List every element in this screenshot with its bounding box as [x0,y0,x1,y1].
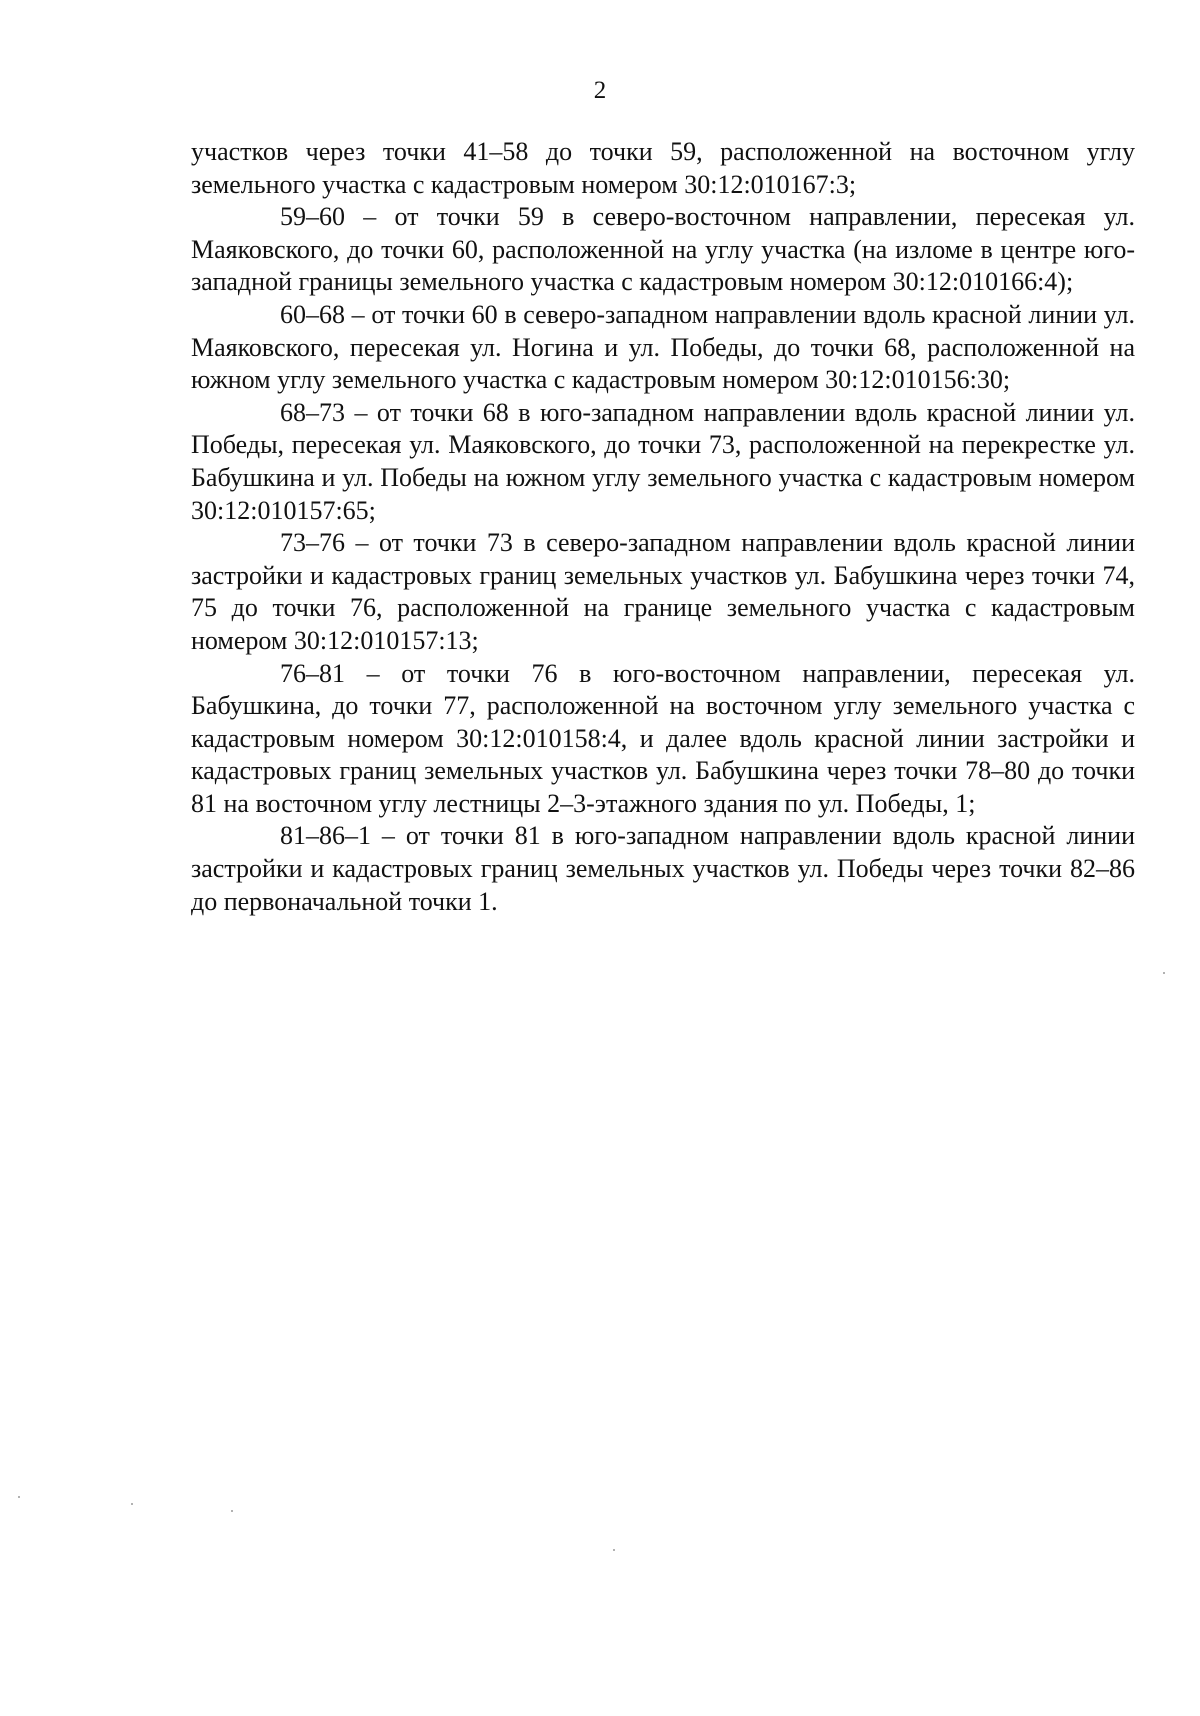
scan-speck [131,1503,133,1505]
scan-speck [1163,972,1165,974]
paragraph-segment-60-68: 60–68 – от точки 60 в северо-западном направлении вдоль красной линии ул. Маяковского, пересекая ул. Ногина и ул. Победы, до точки 68, расположенной на южном углу земельного участка с кадастровым номером 30:12:010156:30; [191,299,1135,395]
scan-speck [613,1549,615,1551]
paragraph-segment-81-86-1: 81–86–1 – от точки 81 в юго-западном направлении вдоль красной линии застройки и кадастровых границ земельных участков ул. Победы через точки 82–86 до первоначальной точки 1. [191,821,1135,916]
paragraph-segment-76-81: 76–81 – от точки 76 в юго-восточном направлении, пересекая ул. Бабушкина, до точки 77, расположенной на восточном углу земельного участка с кадастровым номером 30:12:010158:4, и далее вдоль красной линии застройки и кадастровых границ земельных участков ул. Бабушкина через точки 78–80 до точки 81 на восточном углу лестницы 2–3-этажного здания по ул. Победы, 1; [191,658,1135,818]
scan-speck [18,1496,20,1498]
document-body [191,136,1135,918]
paragraph-segment-73-76: 73–76 – от точки 73 в северо-западном направлении вдоль красной линии застройки и кадастровых границ земельных участков ул. Бабушкина через точки 74, 75 до точки 76, расположенной на границе земельного участка с кадастровым номером 30:12:010157:13; [191,528,1135,655]
paragraph-segment-59-60: 59–60 – от точки 59 в северо-восточном направлении, пересекая ул. Маяковского, до точки 60, расположенной на углу участка (на изломе в центре юго-западной границы земельного участка с кадастровым номером 30:12:010166:4); [191,202,1135,297]
paragraph-segment-68-73: 68–73 – от точки 68 в юго-западном направлении вдоль красной линии ул. Победы, пересекая ул. Маяковского, до точки 73, расположенной на перекрестке ул. Бабушкина и ул. Победы на южном углу земельного участка с кадастровым номером 30:12:010157:65; [191,397,1135,525]
page-number: 2 [593,77,607,104]
scan-speck [231,1510,233,1512]
paragraph-continuation: участков через точки 41–58 до точки 59, расположенной на восточном углу земельного участка с кадастровым номером 30:12:010167:3; [191,137,1135,199]
